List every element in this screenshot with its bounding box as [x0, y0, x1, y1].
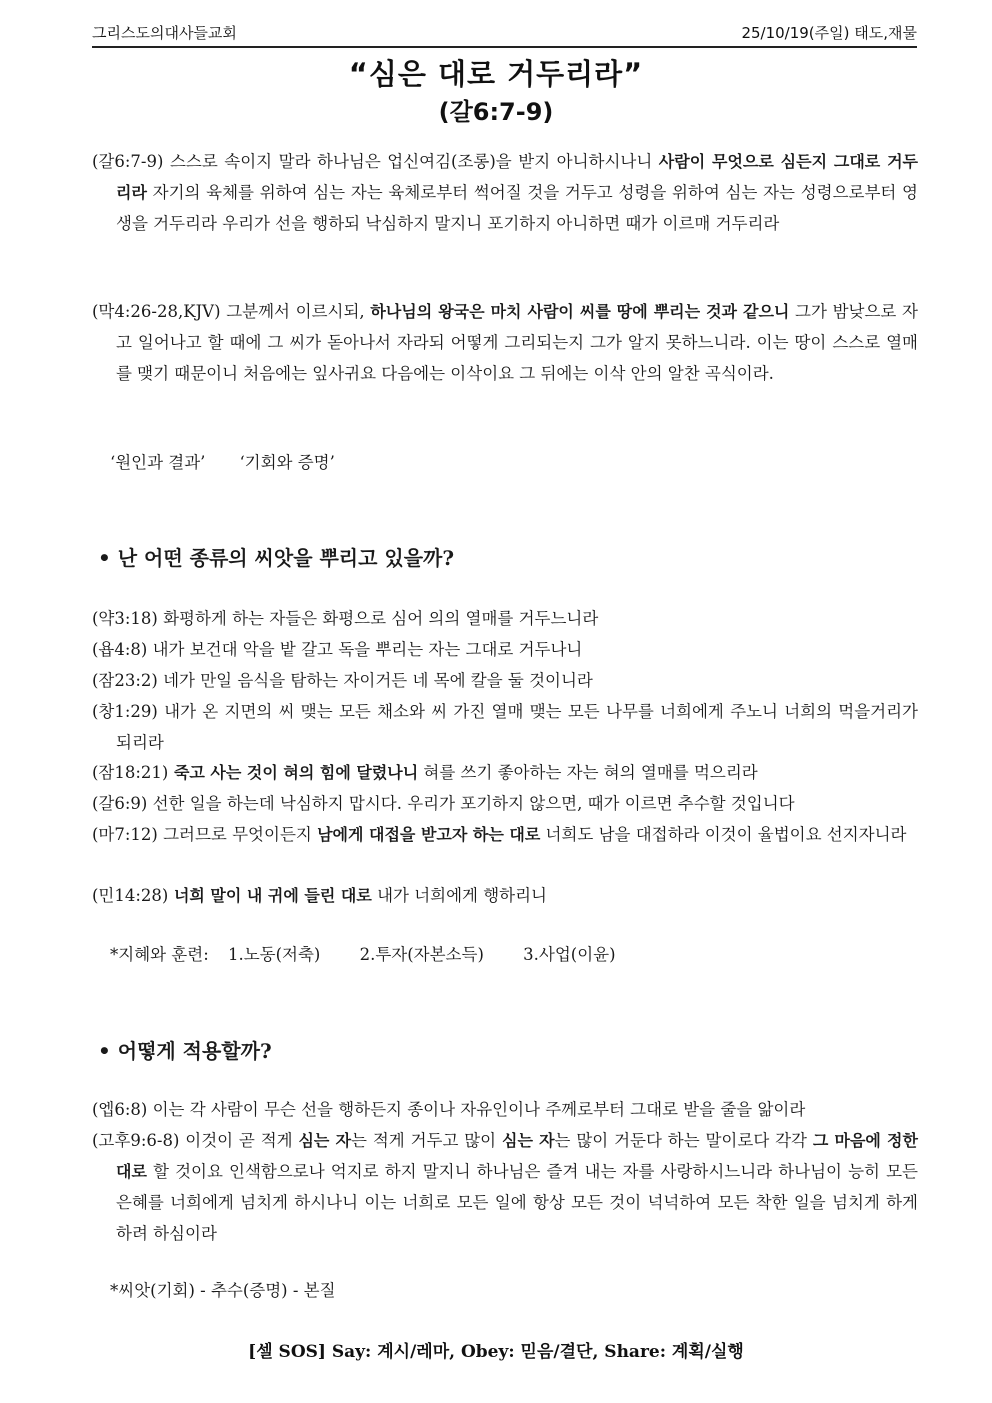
verse-text: 내가 보건대 악을 밭 갈고 독을 뿌리는 자는 그대로 거두나니 [147, 640, 583, 659]
note-item: 2.투자(자본소득) [359, 945, 484, 964]
verse-emphasis: 사람이 무엇으로 심든지 그대로 거두리라 [116, 152, 918, 202]
verse-paragraph-cor [92, 1125, 918, 1249]
verse-ref: (잠18:21) [92, 763, 169, 782]
sermon-title: “심은 대로 거두리라” [348, 57, 644, 91]
note-item: 1.노동(저축) [228, 945, 321, 964]
verse-line [92, 665, 918, 696]
seed-note: *씨앗(기회) - 추수(증명) - 본질 [110, 1281, 336, 1300]
verse-emphasis: 심는 자 [501, 1131, 555, 1150]
verse-text: 그러므로 무엇이든지 [157, 825, 318, 844]
verse-ref: (갈6:9) [92, 794, 148, 813]
verse-ref: (민14:28) [92, 886, 169, 905]
verse-ref: (잠23:2) [92, 671, 158, 690]
verse-ref: (창1:29) [92, 702, 158, 721]
section-heading: • 난 어떤 종류의 씨앗을 뿌리고 있을까? [98, 546, 455, 570]
verse-line [92, 819, 918, 850]
verse-line [92, 634, 918, 665]
verse-text: 선한 일을 하는데 낙심하지 맙시다. 우리가 포기하지 않으면, 때가 이르면 추수할 것입니다 [147, 794, 795, 813]
verse-text: 그분께서 이르시되, [220, 302, 371, 321]
verse-text: 내가 온 지면의 씨 맺는 모든 채소와 씨 가진 열매 맺는 모든 나무를 너희에게 주노니 너희의 먹을거리가 되리라 [116, 702, 918, 752]
verse-text: 그가 밤낮으로 자고 일어나고 할 때에 그 씨가 돋아나서 자라되 어떻게 그리되는지 그가 알지 못하느니라. 이는 땅이 스스로 열매를 맺기 때문이니 처음에는 잎사귀요 다음에는 이삭이요 그 뒤에는 이삭 안의 알찬 곡식이라. [116, 302, 918, 383]
church-name: 그리스도의대사들교회 [92, 24, 237, 42]
verse-line [92, 696, 918, 758]
verse-ref: (막4:26-28,KJV) [92, 302, 221, 321]
verse-text: 혀를 쓰기 좋아하는 자는 혀의 열매를 먹으리라 [418, 763, 758, 782]
verse-emphasis: 죽고 사는 것이 혀의 힘에 달렸나니 [168, 763, 419, 782]
verse-text: 화평하게 하는 자들은 화평으로 심어 의의 열매를 거두느니라 [157, 609, 599, 628]
keyword: ‘기회와 증명’ [239, 453, 335, 472]
verse-ref: (약3:18) [92, 609, 158, 628]
verse-line [92, 603, 918, 634]
verse-ref: (욥4:8) [92, 640, 148, 659]
section-heading: • 어떻게 적용할까? [98, 1039, 272, 1063]
note-label: *지혜와 훈련: [110, 945, 209, 964]
sermon-reference: (갈6:7-9) [438, 98, 554, 126]
verse-line [92, 1094, 918, 1125]
verse-text: 너희도 남을 대접하라 이것이 율법이요 선지자니라 [540, 825, 907, 844]
verse-emphasis: 심는 자 [298, 1131, 352, 1150]
verse-paragraph-gal [92, 146, 918, 239]
verse-text: 이는 각 사람이 무슨 선을 행하든지 종이나 자유인이나 주께로부터 그대로 받을 줄을 앎이라 [147, 1100, 806, 1119]
verse-text: 이것이 곧 적게 [179, 1131, 299, 1150]
verse-text: 는 많이 거둔다 하는 말이로다 각각 [554, 1131, 813, 1150]
verse-ref: (고후9:6-8) [92, 1131, 180, 1150]
verse-text: 네가 만일 음식을 탐하는 자이거든 네 목에 칼을 둘 것이니라 [157, 671, 593, 690]
verse-ref: (갈6:7-9) [92, 152, 164, 171]
verse-text: 는 적게 거두고 많이 [351, 1131, 502, 1150]
verse-emphasis: 그 마음에 정한 대로 [116, 1131, 918, 1181]
verse-line [92, 757, 918, 788]
keyword-line [110, 449, 335, 473]
verse-line [92, 788, 918, 819]
verse-emphasis: 너희 말이 내 귀에 들린 대로 [168, 886, 372, 905]
wisdom-note [110, 941, 616, 965]
verse-ref: (엡6:8) [92, 1100, 148, 1119]
verse-line [92, 880, 918, 911]
verse-text: 스스로 속이지 말라 하나님은 업신여김(조롱)을 받지 아니하시나니 [163, 152, 659, 171]
page-header [92, 20, 917, 48]
keyword: ‘원인과 결과’ [110, 453, 206, 472]
verse-emphasis: 남에게 대접을 받고자 하는 대로 [317, 825, 541, 844]
verse-ref: (마7:12) [92, 825, 158, 844]
cell-sos-footer: [셀 SOS] Say: 계시/레마, Obey: 믿음/결단, Share: 계획/실행 [248, 1342, 744, 1362]
verse-emphasis: 하나님의 왕국은 마치 사람이 씨를 땅에 뿌리는 것과 같으니 [370, 302, 790, 321]
verse-paragraph-mark [92, 296, 918, 389]
verse-text: 내가 너희에게 행하리니 [371, 886, 547, 905]
verse-text: 할 것이요 인색함으로나 억지로 하지 말지니 하나님은 즐겨 내는 자를 사랑하시느니라 하나님이 능히 모든 은혜를 너희에게 넘치게 하시나니 이는 너희로 모든 일에 항상 모든 것이 넉넉하여 모든 착한 일을 넘치게 하게 하려 하심이라 [116, 1162, 918, 1243]
sermon-date: 25/10/19(주일) 태도,재물 [741, 24, 917, 42]
note-item: 3.사업(이윤) [523, 945, 616, 964]
verse-text: 자기의 육체를 위하여 심는 자는 육체로부터 썩어질 것을 거두고 성령을 위하여 심는 자는 성령으로부터 영생을 거두리라 우리가 선을 행하되 낙심하지 말지니 포기하지 아니하면 때가 이르매 거두리라 [116, 183, 918, 233]
